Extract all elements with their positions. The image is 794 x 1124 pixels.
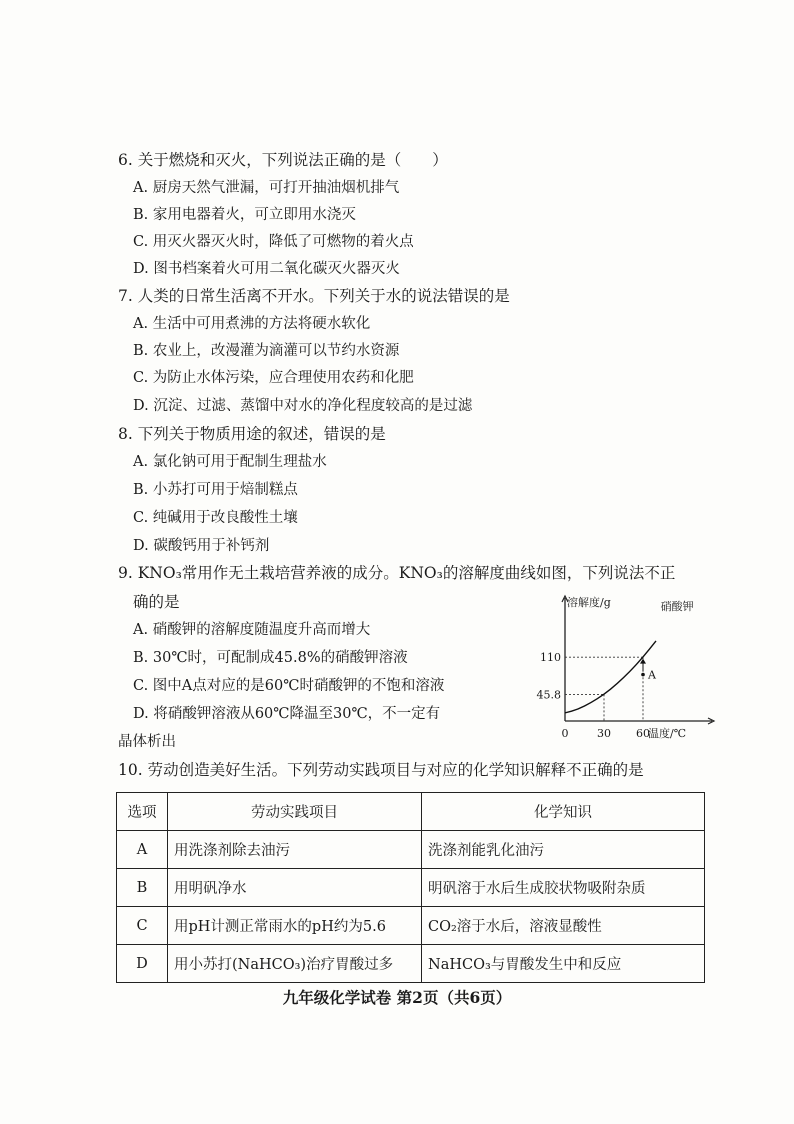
question-7-stem: 7. 人类的日常生活离不开水。下列关于水的说法错误的是 [118,287,510,305]
table-cell: 明矾溶于水后生成胶状物吸附杂质 [422,869,705,907]
table-cell: 洗涤剂能乳化油污 [422,831,705,869]
question-9-option-d-continued: 晶体析出 [118,734,176,750]
table-cell: 用洗涤剂除去油污 [168,831,422,869]
question-6-option-d: D. 图书档案着火可用二氧化碳灭火器灭火 [133,261,400,277]
question-7-option-b: B. 农业上，改漫灌为滴灌可以节约水资源 [133,343,400,359]
question-6-option-a: A. 厨房天然气泄漏，可打开抽油烟机排气 [133,180,400,196]
table-row [117,945,705,983]
question-9-option-d: D. 将硝酸钾溶液从60℃降温至30℃，不一定有 [133,706,441,722]
series-line-kno3 [565,641,656,713]
question-8-option-a: A. 氯化钠可用于配制生理盐水 [133,454,327,470]
series-label: 硝酸钾 [660,600,694,613]
page-footer: 九年级化学试卷 第2页（共6页） [282,988,512,1007]
question-7-option-c: C. 为防止水体污染，应合理使用农药和化肥 [133,370,414,386]
question-8-stem: 8. 下列关于物质用途的叙述，错误的是 [118,425,386,443]
table-cell: D [117,945,168,983]
table-cell: A [117,831,168,869]
table-header-cell: 选项 [117,793,168,831]
y-tick-label: 45.8 [536,688,561,702]
question-6-option-b: B. 家用电器着火，可立即用水浇灭 [133,207,356,223]
point-a-label: A [648,668,656,682]
solubility-chart [530,592,720,747]
chart-guides [565,657,643,721]
table-header-row [117,793,705,831]
question-9-option-b: B. 30℃时，可配制成45.8%的硝酸钾溶液 [133,650,408,666]
table-cell: C [117,907,168,945]
table-cell: CO₂溶于水后，溶液显酸性 [422,907,705,945]
x-tick-label: 30 [597,727,611,740]
table-row [117,831,705,869]
question-7-option-a: A. 生活中可用煮沸的方法将硬水软化 [133,316,371,332]
question-8-option-d: D. 碳酸钙用于补钙剂 [133,538,270,554]
y-tick-label: 110 [540,651,561,665]
question-9-stem: 9. KNO₃常用作无土栽培营养液的成分。KNO₃的溶解度曲线如图，下列说法不正 [118,564,676,582]
table-cell: B [117,869,168,907]
question-7-option-d: D. 沉淀、过滤、蒸馏中对水的净化程度较高的是过滤 [133,398,473,414]
point-a [641,673,645,677]
question-6-option-c: C. 用灭火器灭火时，降低了可燃物的着火点 [133,234,414,250]
table-cell: 用小苏打(NaHCO₃)治疗胃酸过多 [168,945,422,983]
y-axis-title: 溶解度/g [567,596,611,609]
chart-axes [562,596,714,724]
x-tick-label: 0 [561,727,569,740]
question-8-option-c: C. 纯碱用于改良酸性土壤 [133,510,298,526]
question-10-table [116,792,705,983]
question-6-stem: 6. 关于燃烧和灭火，下列说法正确的是（ ） [118,151,448,169]
x-axis-title: 温度/℃ [648,727,687,740]
question-10-stem: 10. 劳动创造美好生活。下列劳动实践项目与对应的化学知识解释不正确的是 [118,761,644,779]
table-cell: NaHCO₃与胃酸发生中和反应 [422,945,705,983]
table-header-cell: 化学知识 [422,793,705,831]
question-9-stem-continued: 确的是 [133,593,180,611]
table-row [117,907,705,945]
chart-labels [537,595,694,740]
chart-curve [565,641,656,713]
table-cell: 用明矾净水 [168,869,422,907]
table-cell: 用pH计测正常雨水的pH约为5.6 [168,907,422,945]
question-9-option-a: A. 硝酸钾的溶解度随温度升高而增大 [133,622,371,638]
table-header-cell: 劳动实践项目 [168,793,422,831]
table-row [117,869,705,907]
question-9-option-c: C. 图中A点对应的是60℃时硝酸钾的不饱和溶液 [133,678,445,694]
x-tick-label: 60 [636,727,650,740]
question-8-option-b: B. 小苏打可用于焙制糕点 [133,482,298,498]
